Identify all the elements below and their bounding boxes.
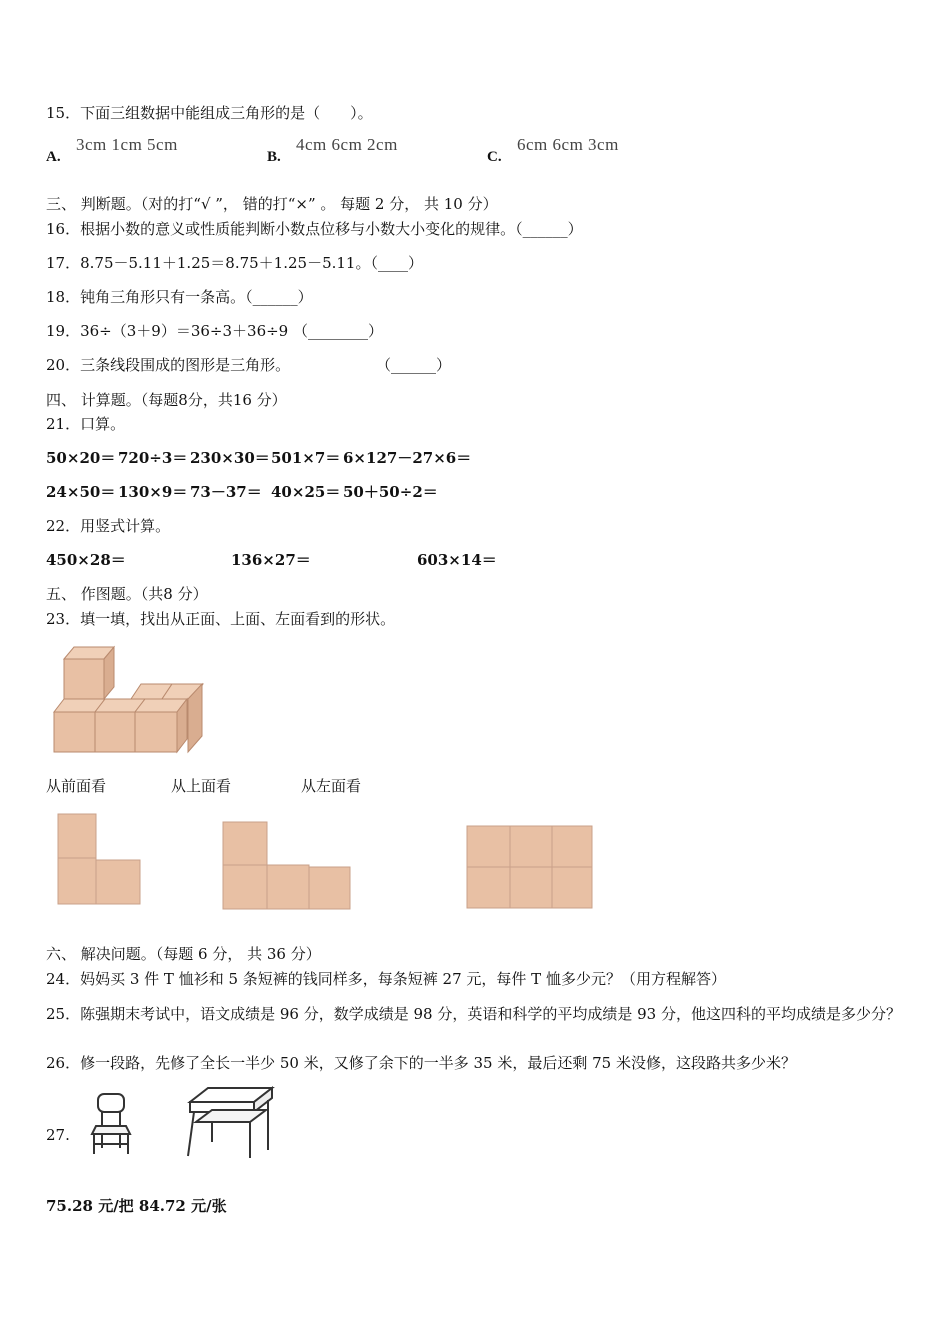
view-label-left: 从左面看 bbox=[301, 777, 362, 795]
section6-heading: 六、 解决问题。（每题 6 分， 共 36 分） bbox=[46, 945, 321, 963]
calc-2-3: 73－37＝ bbox=[190, 483, 262, 501]
q24: 24．妈妈买 3 件 T 恤衫和 5 条短裤的钱同样多，每条短裤 27 元，每件 T 恤多少元？（用方程解答） bbox=[46, 970, 726, 988]
cube-stack-figure bbox=[50, 644, 205, 756]
q25: 25．陈强期末考试中，语文成绩是 96 分，数学成绩是 98 分，英语和科学的平均成绩是 93 分，他这四科的平均成绩是多少分？ bbox=[46, 1005, 901, 1023]
q15-option-a-label[interactable]: A. bbox=[46, 149, 61, 165]
chair-icon bbox=[88, 1090, 134, 1158]
q15-option-b-label[interactable]: B. bbox=[267, 149, 281, 165]
q19: 19．36÷（3＋9）＝36÷3＋36÷9 （________） bbox=[46, 322, 383, 340]
view-label-top: 从上面看 bbox=[171, 777, 232, 795]
top-view-shape bbox=[220, 820, 354, 912]
calc-2-4: 40×25＝ bbox=[271, 483, 341, 501]
q15-option-c-label[interactable]: C. bbox=[487, 149, 502, 165]
q15-option-b-value: 4cm 6cm 2cm bbox=[296, 135, 398, 154]
vertical-calc-2: 136×27＝ bbox=[231, 551, 311, 569]
q27: 27. bbox=[46, 1126, 70, 1144]
q20: 20．三条线段围成的图形是三角形。 bbox=[46, 356, 291, 374]
calc-2-2: 130×9＝ bbox=[118, 483, 188, 501]
q22: 22．用竖式计算。 bbox=[46, 517, 171, 535]
q21: 21．口算。 bbox=[46, 415, 126, 433]
calc-1-2: 720÷3＝ bbox=[118, 449, 188, 467]
q17: 17．8.75－5.11＋1.25＝8.75＋1.25－5.11。（____） bbox=[46, 254, 423, 272]
vertical-calc-3: 603×14＝ bbox=[417, 551, 497, 569]
q18: 18．钝角三角形只有一条高。（______） bbox=[46, 288, 313, 306]
calc-1-1: 50×20＝ bbox=[46, 449, 116, 467]
calc-1-4: 501×7＝ bbox=[271, 449, 341, 467]
section4-heading: 四、 计算题。（每题8分，共16 分） bbox=[46, 391, 287, 409]
left-view-shape bbox=[464, 823, 596, 911]
section3-heading: 三、 判断题。（对的打“√ ”， 错的打“×” 。 每题 2 分， 共 10 分） bbox=[46, 195, 498, 213]
calc-2-5: 50＋50÷2＝ bbox=[343, 483, 438, 501]
q23: 23．填一填，找出从正面、上面、左面看到的形状。 bbox=[46, 610, 396, 628]
calc-1-5: 6×127－27×6＝ bbox=[343, 449, 472, 467]
front-view-shape bbox=[54, 812, 144, 908]
prices: 75.28 元/把 84.72 元/张 bbox=[46, 1197, 227, 1215]
calc-1-3: 230×30＝ bbox=[190, 449, 270, 467]
view-label-front: 从前面看 bbox=[46, 777, 107, 795]
q16: 16．根据小数的意义或性质能判断小数点位移与小数大小变化的规律。（______） bbox=[46, 220, 583, 238]
calc-2-1: 24×50＝ bbox=[46, 483, 116, 501]
section5-heading: 五、 作图题。（共8 分） bbox=[46, 585, 208, 603]
q15-question: 15．下面三组数据中能组成三角形的是（ ）。 bbox=[46, 104, 373, 122]
q15-option-c-value: 6cm 6cm 3cm bbox=[517, 135, 619, 154]
q20-answer-blank[interactable]: （______） bbox=[376, 356, 452, 374]
desk-icon bbox=[184, 1082, 276, 1162]
q15-option-a-value: 3cm 1cm 5cm bbox=[76, 135, 178, 154]
q26: 26．修一段路，先修了全长一半少 50 米，又修了余下的一半多 35 米，最后还剩 75 米没修，这段路共多少米？ bbox=[46, 1054, 796, 1072]
vertical-calc-1: 450×28＝ bbox=[46, 551, 126, 569]
